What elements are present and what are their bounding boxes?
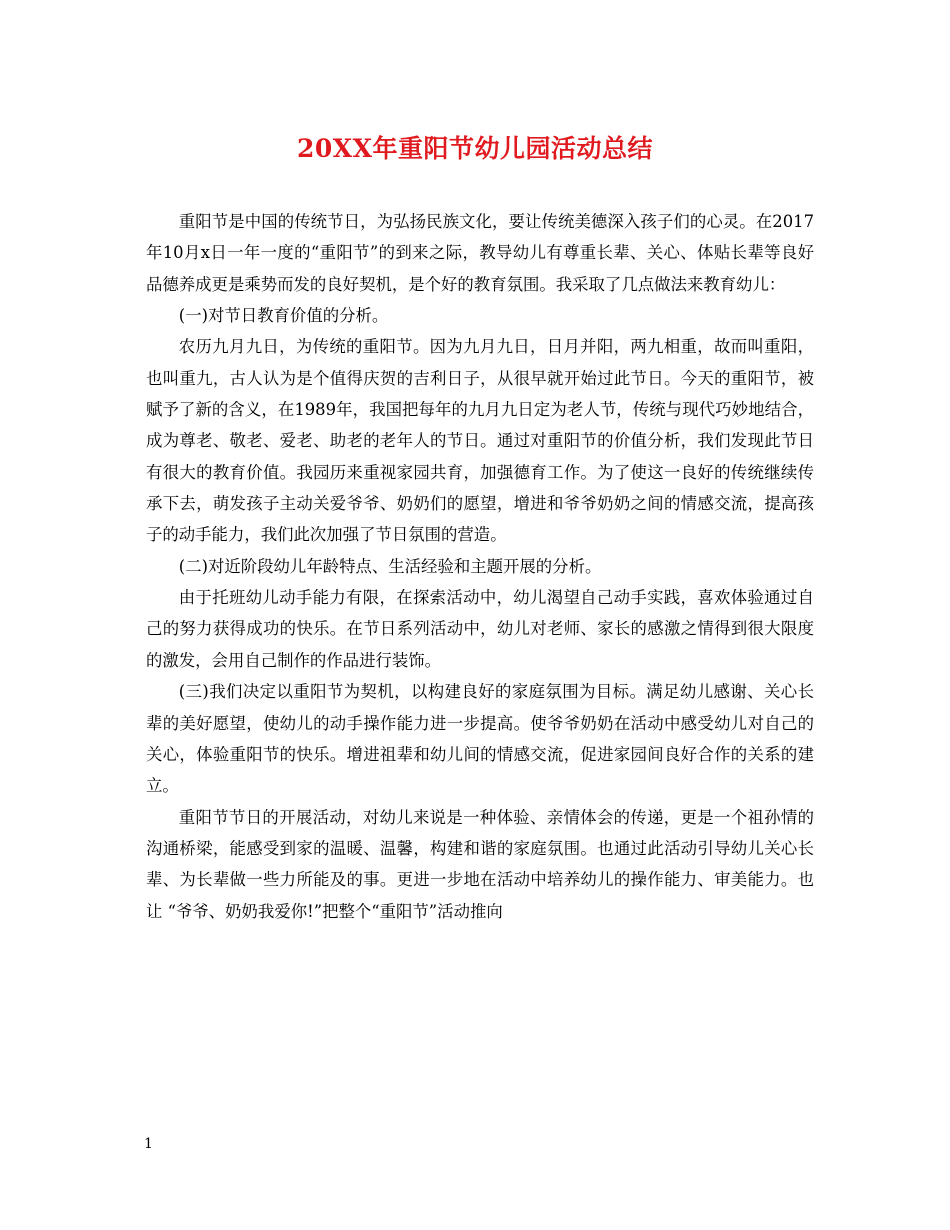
paragraph-heading-1: (一)对节日教育价值的分析。 bbox=[178, 306, 389, 326]
paragraph-intro: 重阳节是中国的传统节日，为弘扬民族文化，要让传统美德深入孩子们的心灵。在2017年10月x日一年一度的“重阳节”的到来之际，教导幼儿有尊重长辈、关心、体贴长辈等良好品德养成更是乘势而发的良好契机，是个好的教育氛围。我采取了几点做法来教育幼儿： bbox=[146, 212, 814, 294]
paragraph-festival-history: 农历九月九日，为传统的重阳节。因为九月九日，日月并阳，两九相重，故而叫重阳，也叫重九，古人认为是个值得庆贺的吉利日子，从很早就开始过此节日。今天的重阳节，被赋予了新的含义，在1989年，我国把每年的九月九日定为老人节，传统与现代巧妙地结合，成为尊老、敬老、爱老、助老的老年人的节日。通过对重阳节的价值分析，我们发现此节日有很大的教育价值。我园历来重视家园共育，加强德育工作。为了使这一良好的传统继续传承下去，萌发孩子主动关爱爷爷、奶奶们的愿望，增进和爷爷奶奶之间的情感交流，提高孩子的动手能力，我们此次加强了节日氛围的营造。 bbox=[146, 337, 814, 545]
page-number: 1 bbox=[144, 1136, 153, 1152]
document-body bbox=[146, 206, 814, 927]
paragraph-child-ability: 由于托班幼儿动手能力有限，在探索活动中，幼儿渴望自己动手实践，喜欢体验通过自己的努力获得成功的快乐。在节日系列活动中，幼儿对老师、家长的感激之情得到很大限度的激发，会用自己制作的作品进行装饰。 bbox=[146, 588, 814, 670]
paragraph-heading-3: (三)我们决定以重阳节为契机，以构建良好的家庭氛围为目标。满足幼儿感谢、关心长辈的美好愿望，使幼儿的动手操作能力进一步提高。使爷爷奶奶在活动中感受幼儿对自己的关心，体验重阳节的快乐。增进祖辈和幼儿间的情感交流，促进家园间良好合作的关系的建立。 bbox=[146, 682, 814, 796]
paragraph-activity-summary: 重阳节节日的开展活动，对幼儿来说是一种体验、亲情体会的传递，更是一个祖孙情的沟通桥梁，能感受到家的温暖、温馨，构建和谐的家庭氛围。也通过此活动引导幼儿关心长辈、为长辈做一些力所能及的事。更进一步地在活动中培养幼儿的操作能力、审美能力。也让 “爷爷、奶奶我爱你!”把整个“重阳节”活动推向 bbox=[146, 807, 814, 921]
paragraph-heading-2: (二)对近阶段幼儿年龄特点、生活经验和主题开展的分析。 bbox=[178, 556, 602, 576]
document-title: 20XX年重阳节幼儿园活动总结 bbox=[296, 134, 654, 163]
